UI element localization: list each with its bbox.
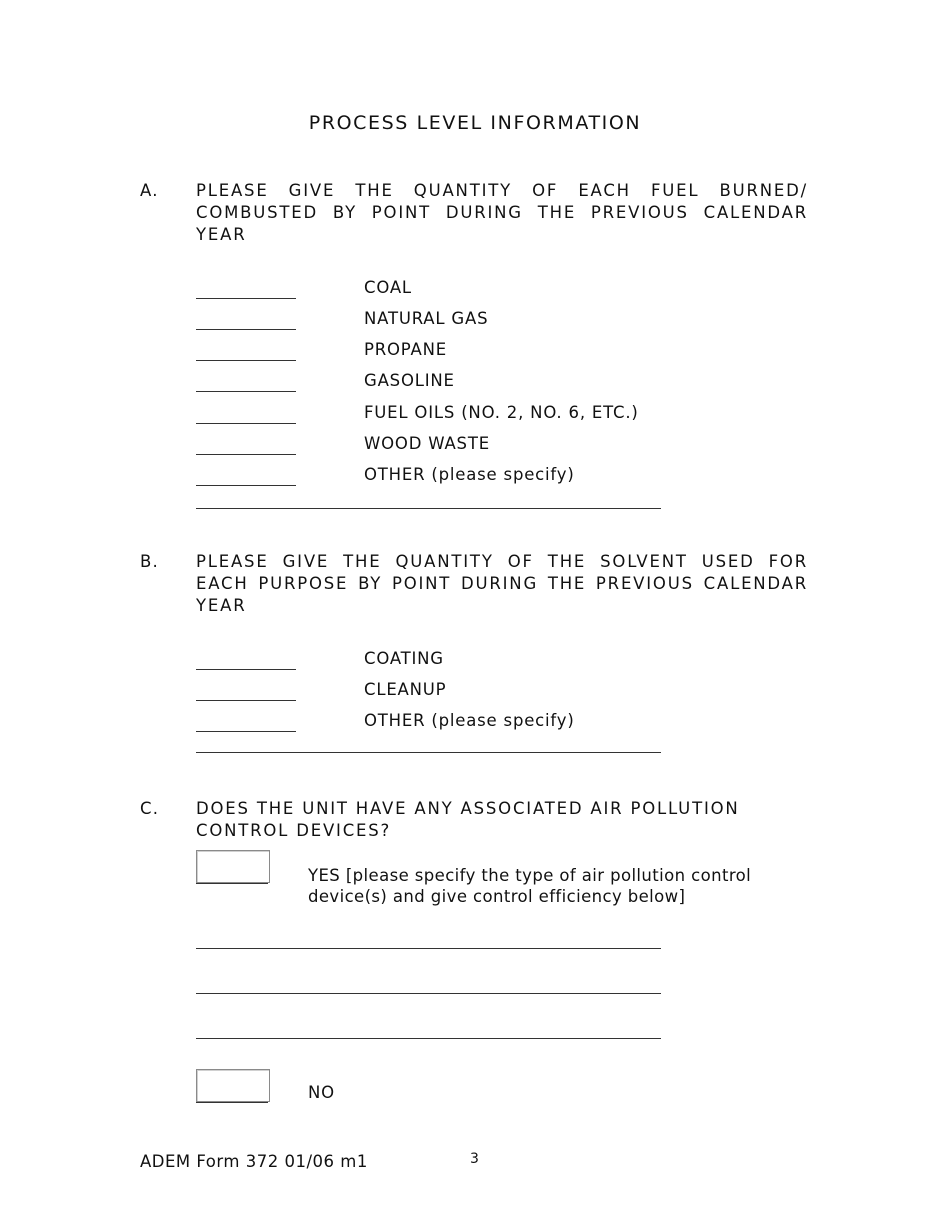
coating-quantity-field[interactable] bbox=[196, 669, 296, 670]
fuel-item-coal: COAL bbox=[364, 278, 412, 297]
section-b-line2: EACH PURPOSE BY POINT DURING THE PREVIOUS CALENDAR bbox=[196, 574, 808, 593]
section-a-line2: COMBUSTED BY POINT DURING THE PREVIOUS CALENDAR bbox=[196, 203, 808, 222]
section-a-question bbox=[196, 180, 808, 246]
fuel-item-natural-gas: NATURAL GAS bbox=[364, 309, 489, 328]
solvent-item-coating: COATING bbox=[364, 649, 444, 668]
form-identifier: ADEM Form 372 01/06 m1 bbox=[140, 1152, 368, 1171]
section-c-line1: DOES THE UNIT HAVE ANY ASSOCIATED AIR POLLUTION bbox=[196, 799, 740, 818]
fuel-item-gasoline: GASOLINE bbox=[364, 371, 455, 390]
other-fuel-specify-line[interactable] bbox=[196, 508, 661, 509]
fuel-oils-quantity-field[interactable] bbox=[196, 423, 296, 424]
no-checkbox[interactable] bbox=[196, 1069, 270, 1102]
gasoline-quantity-field[interactable] bbox=[196, 391, 296, 392]
section-b-label: B. bbox=[140, 552, 159, 571]
no-option-text: NO bbox=[308, 1083, 335, 1102]
control-device-line-3[interactable] bbox=[196, 1038, 661, 1039]
control-device-line-2[interactable] bbox=[196, 993, 661, 994]
fuel-item-fuel-oils: FUEL OILS (NO. 2, NO. 6, ETC.) bbox=[364, 403, 639, 422]
section-a-line3: YEAR bbox=[196, 225, 247, 244]
yes-checkbox-underline bbox=[196, 883, 268, 884]
wood-waste-quantity-field[interactable] bbox=[196, 454, 296, 455]
other-solvent-quantity-field[interactable] bbox=[196, 731, 296, 732]
section-a-line1: PLEASE GIVE THE QUANTITY OF EACH FUEL BURNED/ bbox=[196, 181, 808, 200]
natural-gas-quantity-field[interactable] bbox=[196, 329, 296, 330]
propane-quantity-field[interactable] bbox=[196, 360, 296, 361]
solvent-item-cleanup: CLEANUP bbox=[364, 680, 447, 699]
no-checkbox-underline bbox=[196, 1102, 268, 1103]
other-fuel-quantity-field[interactable] bbox=[196, 485, 296, 486]
section-c-question bbox=[196, 798, 808, 842]
yes-option-text: YES [please specify the type of air pollution control device(s) and give control efficiency below] bbox=[308, 866, 752, 906]
section-c-line2: CONTROL DEVICES? bbox=[196, 821, 392, 840]
coal-quantity-field[interactable] bbox=[196, 298, 296, 299]
page-number: 3 bbox=[470, 1151, 479, 1167]
section-b-question bbox=[196, 551, 808, 617]
section-b-line1: PLEASE GIVE THE QUANTITY OF THE SOLVENT USED FOR bbox=[196, 552, 808, 571]
section-b-line3: YEAR bbox=[196, 596, 247, 615]
control-device-line-1[interactable] bbox=[196, 948, 661, 949]
fuel-item-propane: PROPANE bbox=[364, 340, 447, 359]
other-solvent-specify-line[interactable] bbox=[196, 752, 661, 753]
cleanup-quantity-field[interactable] bbox=[196, 700, 296, 701]
fuel-item-other: OTHER (please specify) bbox=[364, 465, 575, 484]
solvent-item-other: OTHER (please specify) bbox=[364, 711, 575, 730]
yes-checkbox[interactable] bbox=[196, 850, 270, 883]
section-c-label: C. bbox=[140, 799, 160, 818]
page-title: PROCESS LEVEL INFORMATION bbox=[308, 112, 642, 134]
fuel-item-wood-waste: WOOD WASTE bbox=[364, 434, 490, 453]
section-a-label: A. bbox=[140, 181, 159, 200]
